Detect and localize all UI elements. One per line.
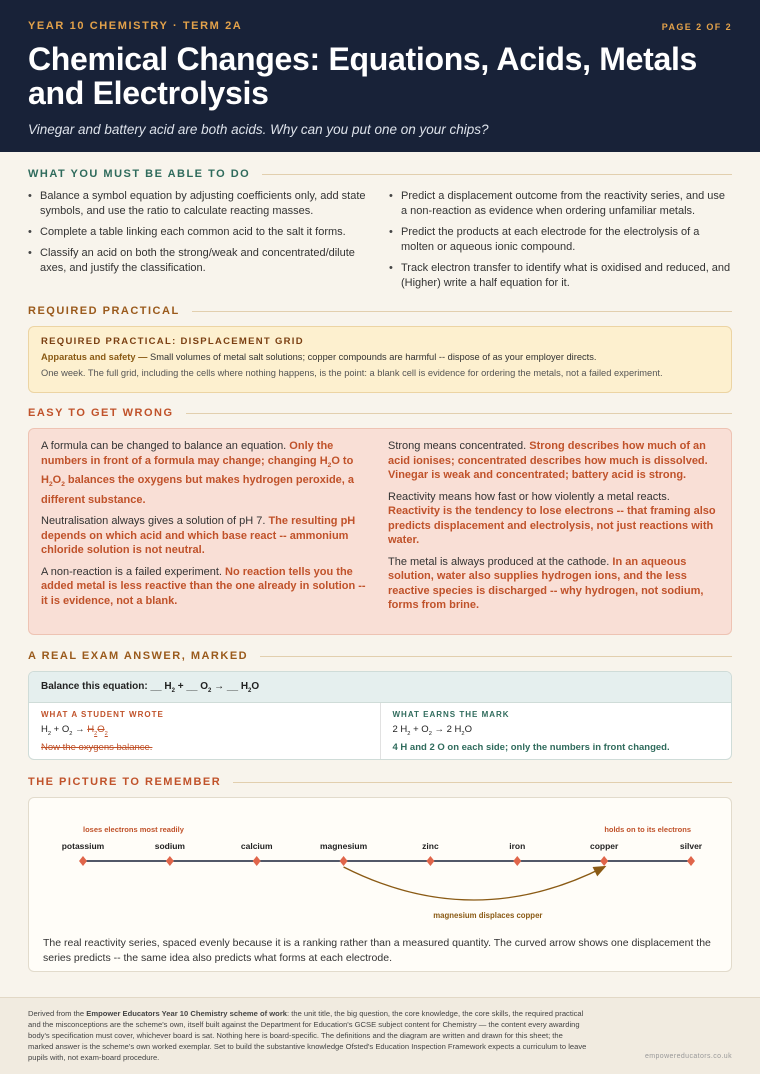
- metal-node-potassium: [79, 856, 87, 866]
- footer: [0, 997, 760, 1074]
- misconception-item: [41, 565, 372, 609]
- source-note: Derived from the Empower Educators Year 10 Chemistry scheme of work: the unit title, the big question, the core knowledge, the core skills, the required practical and the misconceptions are the scheme's own, itself built against the Department for Education's GCSE subject content for Chemistry — the content every awarding body's specification must cover, whichever board is sat. Nothing here is board-specific. The definitions and the diagram are written and drawn for this sheet; the marked answer is the scheme's own worked exemplar. Set to build the substantive knowledge Ofsted's Education Inspection Framework expects a curriculum to leave pupils with, not exam-board procedure.: [28, 1009, 587, 1062]
- metal-label-magnesium: magnesium: [319, 841, 368, 851]
- misconception-wrong: A non-reaction is a failed experiment.: [41, 565, 226, 578]
- metal-label-silver: silver: [679, 841, 703, 851]
- mark-scheme-comment: 4 H and 2 O on each side; only the numbers in front changed.: [392, 741, 670, 753]
- most-reactive-label: loses electrons most readily: [83, 825, 184, 834]
- misconception-wrong: Neutralisation always gives a solution of pH 7.: [41, 515, 269, 528]
- metal-node-iron: [513, 856, 521, 866]
- section-heading-practical: [28, 305, 732, 317]
- exam-question: Balance this equation: __ $H_2$ + __ $O_2$ → __ $H_2O$: [29, 672, 731, 703]
- section-heading-picture: [28, 776, 732, 788]
- misconception-fix: In an aqueous solution, water also supplies hydrogen ions, and the less reactive species is discharged -- why hydrogen, not sodium, forms from brine.: [388, 555, 704, 611]
- outcomes-list: [28, 189, 732, 297]
- mark-scheme-answer: 2 $H_2 + O_2 \to 2$ $H_2O$: [392, 724, 472, 737]
- section-rule: [192, 311, 732, 312]
- misconception-item: [388, 555, 719, 613]
- metal-label-potassium: potassium: [61, 841, 105, 851]
- course-kicker: YEAR 10 CHEMISTRY · TERM 2A: [28, 20, 243, 32]
- practical-note: One week. The full grid, including the cells where nothing happens, is the point: a blank cell is evidence for ordering the metals, not a failed experiment.: [41, 368, 663, 378]
- section-title: REQUIRED PRACTICAL: [28, 305, 180, 317]
- page-title: Chemical Changes: Equations, Acids, Metals and Electrolysis: [28, 41, 698, 111]
- section-heading-exam: [28, 650, 732, 662]
- header-banner: [0, 0, 760, 152]
- reactivity-series-diagram: [29, 798, 731, 933]
- misconception-fix: The resulting pH depends on which acid and which base react -- ammonium chloride solution is not neutral.: [41, 515, 356, 557]
- section-rule: [260, 656, 732, 657]
- metal-node-magnesium: [340, 856, 348, 866]
- least-reactive-label: holds on to its electrons: [604, 825, 691, 834]
- metal-label-calcium: calcium: [240, 841, 273, 851]
- misconception-fix: Reactivity is the tendency to lose electrons -- that framing also predicts displacement and electrolysis, not just reactions with water.: [388, 505, 716, 546]
- misconceptions-left-column: [41, 439, 372, 634]
- metal-node-calcium: [253, 856, 261, 866]
- misconception-fix: No reaction tells you the added metal is less reactive than the one already in solution -- it is evidence, not a blank.: [41, 565, 366, 607]
- website-url: empowereducators.co.uk: [644, 1053, 732, 1060]
- mark-scheme-column: [380, 703, 732, 760]
- outcomes-right-column: [389, 189, 732, 297]
- practical-title: REQUIRED PRACTICAL: DISPLACEMENT GRID: [41, 336, 304, 347]
- misconception-wrong: The metal is always produced at the cathode.: [388, 555, 613, 568]
- section-title: EASY TO GET WRONG: [28, 407, 174, 419]
- student-comment: Now the oxygens balance.: [41, 741, 153, 753]
- section-heading-misconceptions: [28, 407, 732, 419]
- misconception-item: [388, 490, 719, 548]
- student-answer-column: [29, 703, 380, 760]
- metal-label-zinc: zinc: [422, 841, 439, 851]
- misconception-fix: Only the numbers in front of a formula may change; changing $H_2O$ to $H_2O_2$ balances the oxygens but makes hydrogen peroxide, a different substance.: [41, 440, 355, 506]
- section-title: THE PICTURE TO REMEMBER: [28, 776, 222, 788]
- section-heading-outcomes: [28, 168, 732, 180]
- reactivity-diagram-box: [28, 797, 732, 972]
- misconception-item: [41, 439, 372, 507]
- mark-scheme-label: WHAT EARNS THE MARK: [392, 710, 510, 719]
- misconception-wrong: A formula can be changed to balance an equation.: [41, 440, 290, 452]
- misconceptions-right-column: [388, 439, 719, 634]
- big-question: Vinegar and battery acid are both acids. Why can you put one on your chips?: [28, 122, 489, 137]
- section-rule: [262, 174, 732, 175]
- metal-label-sodium: sodium: [154, 841, 185, 851]
- safety-label: Apparatus and safety —: [41, 352, 148, 362]
- exam-answer-box: [28, 671, 732, 760]
- outcomes-left-column: [28, 189, 371, 297]
- metal-label-copper: copper: [589, 841, 619, 851]
- section-title: WHAT YOU MUST BE ABLE TO DO: [28, 168, 251, 180]
- section-rule: [233, 782, 732, 783]
- section-title: A REAL EXAM ANSWER, MARKED: [28, 650, 249, 662]
- misconception-wrong: Reactivity means how fast or how violently a metal reacts.: [388, 490, 670, 503]
- metal-node-sodium: [166, 856, 174, 866]
- diagram-caption: The real reactivity series, spaced evenly because it is a ranking rather than a measured quantity. The curved arrow shows one displacement the series predicts -- the same idea also predicts what forms at each electrode.: [43, 937, 711, 964]
- practical-safety: [41, 352, 719, 362]
- misconception-item: [388, 439, 719, 483]
- misconception-wrong: Strong means concentrated.: [388, 440, 530, 452]
- metal-node-copper: [600, 856, 608, 866]
- misconception-item: [41, 514, 372, 558]
- outcome-item: • Classify an acid on both the strong/weak and concentrated/dilute axes, and justify the classification.: [28, 246, 371, 276]
- metal-label-iron: iron: [509, 841, 526, 851]
- student-answer: $H_2 + O_2 \to H_2O_2$: [41, 724, 108, 737]
- required-practical-box: [28, 326, 732, 393]
- outcome-item: • Predict the products at each electrode for the electrolysis of a molten or aqueous ionic compound.: [389, 225, 732, 255]
- safety-text: Small volumes of metal salt solutions; copper compounds are harmful -- dispose of as your employer directs.: [147, 352, 597, 362]
- misconception-fix: Strong describes how much of an acid ionises; concentrated describes how much is dissolved. Vinegar is weak and concentrated; battery acid is strong.: [388, 440, 708, 481]
- metal-node-silver: [687, 856, 695, 866]
- outcome-item: • Predict a displacement outcome from the reactivity series, and use a non-reaction as evidence when ordering unfamiliar metals.: [389, 189, 732, 219]
- outcome-item: • Complete a table linking each common acid to the salt it forms.: [28, 225, 371, 240]
- outcome-item: • Balance a symbol equation by adjusting coefficients only, add state symbols, and use the ratio to calculate reacting masses.: [28, 189, 371, 219]
- metal-node-zinc: [426, 856, 434, 866]
- student-answer-label: WHAT A STUDENT WROTE: [41, 710, 164, 719]
- displacement-arrow: [344, 867, 605, 900]
- page-number: PAGE 2 OF 2: [661, 22, 732, 32]
- displacement-arrow-label: magnesium displaces copper: [433, 911, 543, 920]
- outcome-item: • Track electron transfer to identify what is oxidised and reduced, and (Higher) write a half equation for it.: [389, 261, 732, 291]
- exam-columns: [29, 703, 731, 760]
- misconceptions-box: [28, 428, 732, 635]
- section-rule: [186, 413, 733, 414]
